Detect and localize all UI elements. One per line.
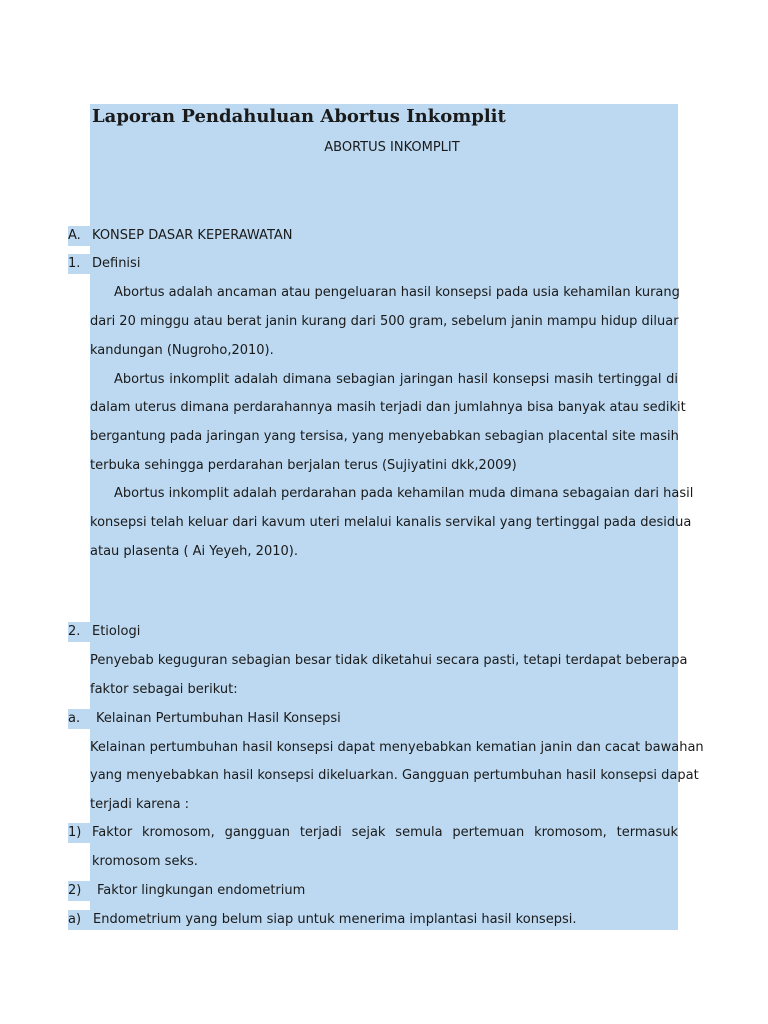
- paragraph-line: bergantung pada jaringan yang tersisa, yang menyebabkan sebagian placental site masih: [90, 429, 679, 444]
- list-marker: a.: [68, 711, 81, 726]
- paragraph-line: atau plasenta ( Ai Yeyeh, 2010).: [90, 544, 298, 559]
- paragraph-line: dalam uterus dimana perdarahannya masih terjadi dan jumlahnya bisa banyak atau sedikit: [90, 400, 686, 415]
- subsection-marker: 2.: [68, 624, 81, 639]
- section-marker: A.: [68, 228, 81, 243]
- list-text: Endometrium yang belum siap untuk menerima implantasi hasil konsepsi.: [93, 912, 577, 927]
- document-subtitle: ABORTUS INKOMPLIT: [324, 140, 460, 155]
- paragraph-line: kromosom seks.: [92, 854, 198, 869]
- subsection-heading: Etiologi: [92, 624, 141, 639]
- list-heading: Kelainan Pertumbuhan Hasil Konsepsi: [96, 711, 341, 726]
- list-marker: 1): [68, 825, 82, 840]
- list-text: Faktor lingkungan endometrium: [97, 883, 306, 898]
- subsection-marker: 1.: [68, 256, 81, 271]
- paragraph-line: terjadi karena :: [90, 797, 190, 812]
- paragraph-line: Faktor kromosom, gangguan terjadi sejak semula pertemuan kromosom, termasuk: [92, 825, 678, 840]
- paragraph-line: kandungan (Nugroho,2010).: [90, 343, 274, 358]
- paragraph-line: Kelainan pertumbuhan hasil konsepsi dapat menyebabkan kematian janin dan cacat bawahan: [90, 740, 704, 755]
- paragraph-line: terbuka sehingga perdarahan berjalan terus (Sujiyatini dkk,2009): [90, 458, 517, 473]
- list-marker: 2): [68, 883, 82, 898]
- document-title: Laporan Pendahuluan Abortus Inkomplit: [92, 106, 506, 127]
- paragraph-line: yang menyebabkan hasil konsepsi dikeluarkan. Gangguan pertumbuhan hasil konsepsi dapat: [90, 768, 699, 783]
- paragraph-line: Abortus adalah ancaman atau pengeluaran hasil konsepsi pada usia kehamilan kurang: [114, 285, 680, 300]
- paragraph-line: Penyebab keguguran sebagian besar tidak diketahui secara pasti, tetapi terdapat beberapa: [90, 653, 688, 668]
- paragraph-line: dari 20 minggu atau berat janin kurang dari 500 gram, sebelum janin mampu hidup diluar: [90, 314, 679, 329]
- section-heading: KONSEP DASAR KEPERAWATAN: [92, 228, 293, 243]
- paragraph-line: konsepsi telah keluar dari kavum uteri melalui kanalis servikal yang tertinggal pada desidua: [90, 515, 692, 530]
- paragraph-line: Abortus inkomplit adalah perdarahan pada kehamilan muda dimana sebagaian dari hasil: [114, 486, 694, 501]
- subsection-heading: Definisi: [92, 256, 141, 271]
- paragraph-line: faktor sebagai berikut:: [90, 682, 238, 697]
- list-marker: a): [68, 912, 82, 927]
- paragraph-line: Abortus inkomplit adalah dimana sebagian jaringan hasil konsepsi masih tertinggal di: [114, 372, 678, 387]
